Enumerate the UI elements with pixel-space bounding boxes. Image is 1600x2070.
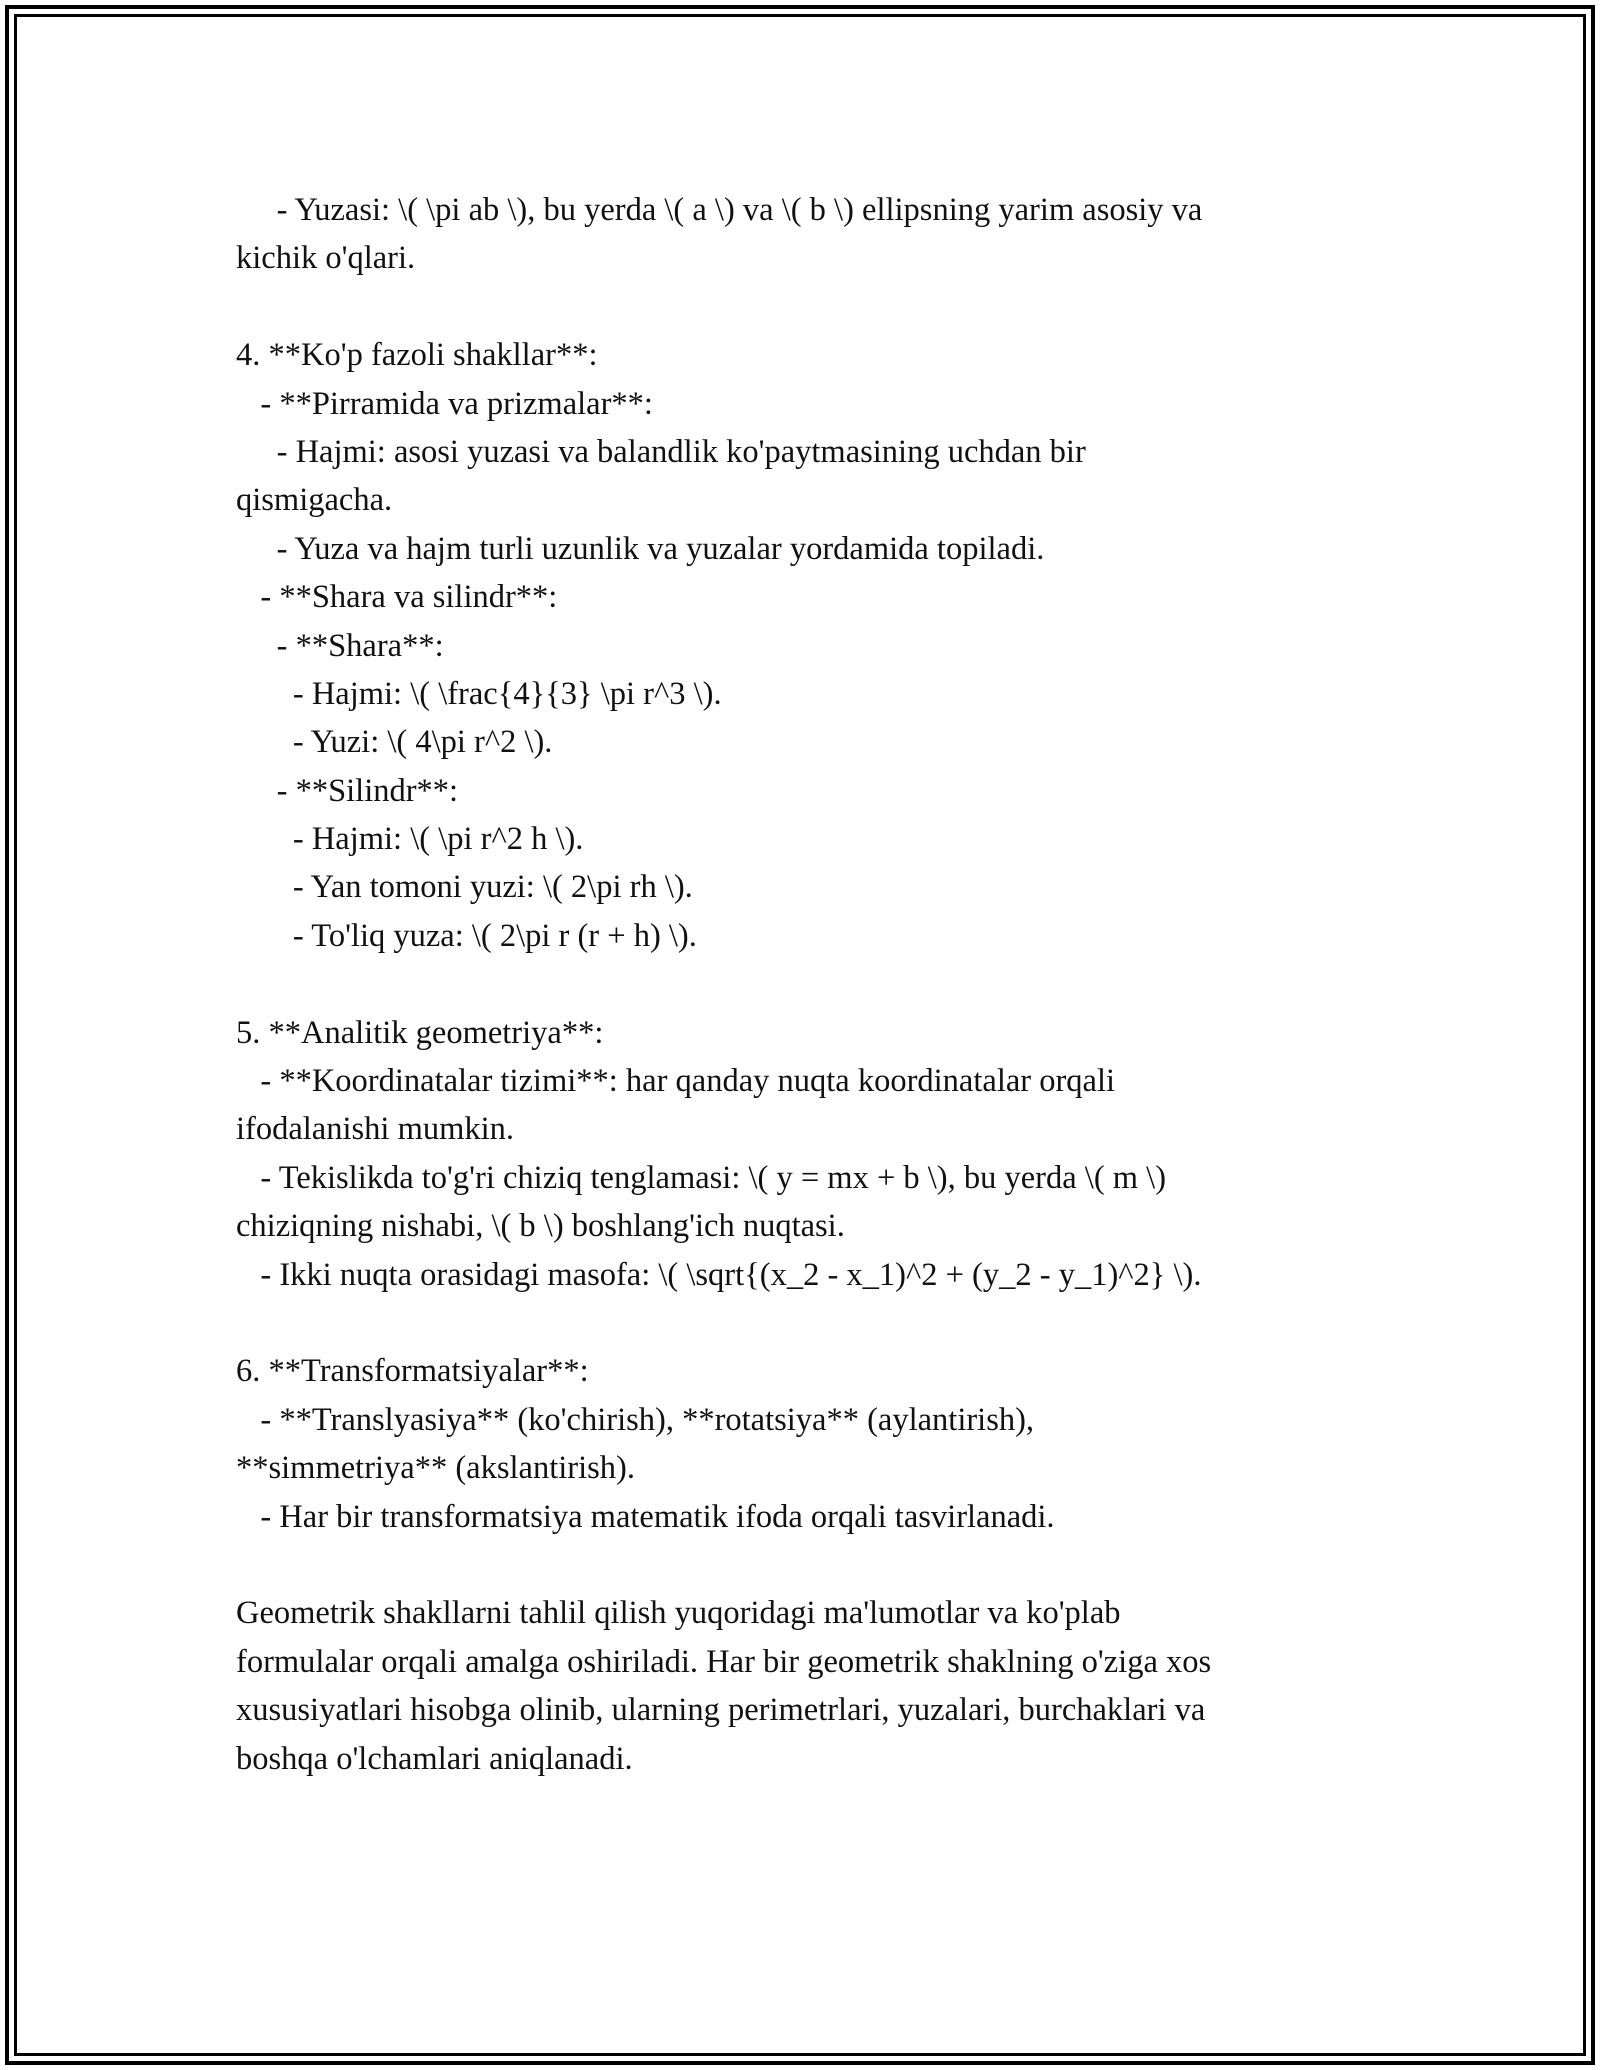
text-line: - Hajmi: \( \pi r^2 h \). [236, 821, 584, 858]
text-line: 5. **Analitik geometriya**: [236, 1014, 604, 1051]
text-line: formulalar orqali amalga oshiriladi. Har bir geometrik shaklning o'ziga xos [236, 1643, 1212, 1680]
text-line: kichik o'qlari. [236, 240, 416, 277]
text-line [236, 960, 1386, 1008]
text-line: - Yuzi: \( 4\pi r^2 \). [236, 724, 553, 761]
text-line: - **Translyasiya** (ko'chirish), **rotatsiya** (aylantirish), [236, 1401, 1035, 1438]
text-line: **simmetriya** (akslantirish). [236, 1450, 635, 1487]
text-line: - Har bir transformatsiya matematik ifoda orqali tasvirlanadi. [236, 1498, 1055, 1535]
text-line: - Yuzasi: \( \pi ab \), bu yerda \( a \) va \( b \) ellipsning yarim asosiy va [236, 192, 1203, 228]
text-line: - Hajmi: asosi yuzasi va balandlik ko'paytmasining uchdan bir [236, 433, 1086, 470]
text-line: - To'liq yuza: \( 2\pi r (r + h) \). [236, 917, 697, 954]
text-line: chiziqning nishabi, \( b \) boshlang'ich nuqtasi. [236, 1208, 845, 1245]
text-line: Geometrik shakllarni tahlil qilish yuqoridagi ma'lumotlar va ko'plab [236, 1595, 1121, 1632]
document-body [236, 186, 1386, 1783]
text-line: - Yan tomoni yuzi: \( 2\pi rh \). [236, 869, 693, 906]
text-line: - **Koordinatalar tizimi**: har qanday nuqta koordinatalar orqali [236, 1063, 1116, 1100]
text-line: 4. **Ko'p fazoli shakllar**: [236, 337, 598, 374]
text-line: - **Shara va silindr**: [236, 579, 558, 616]
text-line: ifodalanishi mumkin. [236, 1111, 515, 1148]
text-line: - Yuza va hajm turli uzunlik va yuzalar yordamida topiladi. [236, 530, 1045, 567]
text-line: - Tekislikda to'g'ri chiziq tenglamasi: \( y = mx + b \), bu yerda \( m \) [236, 1159, 1167, 1196]
text-line: - **Shara**: [236, 627, 444, 664]
text-line: - **Silindr**: [236, 772, 459, 809]
text-line: xususiyatlari hisobga olinib, ularning perimetrlari, yuzalari, burchaklari va [236, 1692, 1206, 1729]
text-line: - Ikki nuqta orasidagi masofa: \( \sqrt{(x_2 - x_1)^2 + (y_2 - y_1)^2} \). [236, 1256, 1202, 1293]
text-line [236, 1299, 1386, 1347]
text-line [236, 283, 1386, 331]
text-line: boshqa o'lchamlari aniqlanadi. [236, 1740, 633, 1777]
text-line [236, 1541, 1386, 1589]
text-line: 6. **Transformatsiyalar**: [236, 1353, 589, 1390]
text-line: - Hajmi: \( \frac{4}{3} \pi r^3 \). [236, 675, 722, 712]
text-line: qismigacha. [236, 482, 393, 519]
text-line: - **Pirramida va prizmalar**: [236, 385, 653, 422]
